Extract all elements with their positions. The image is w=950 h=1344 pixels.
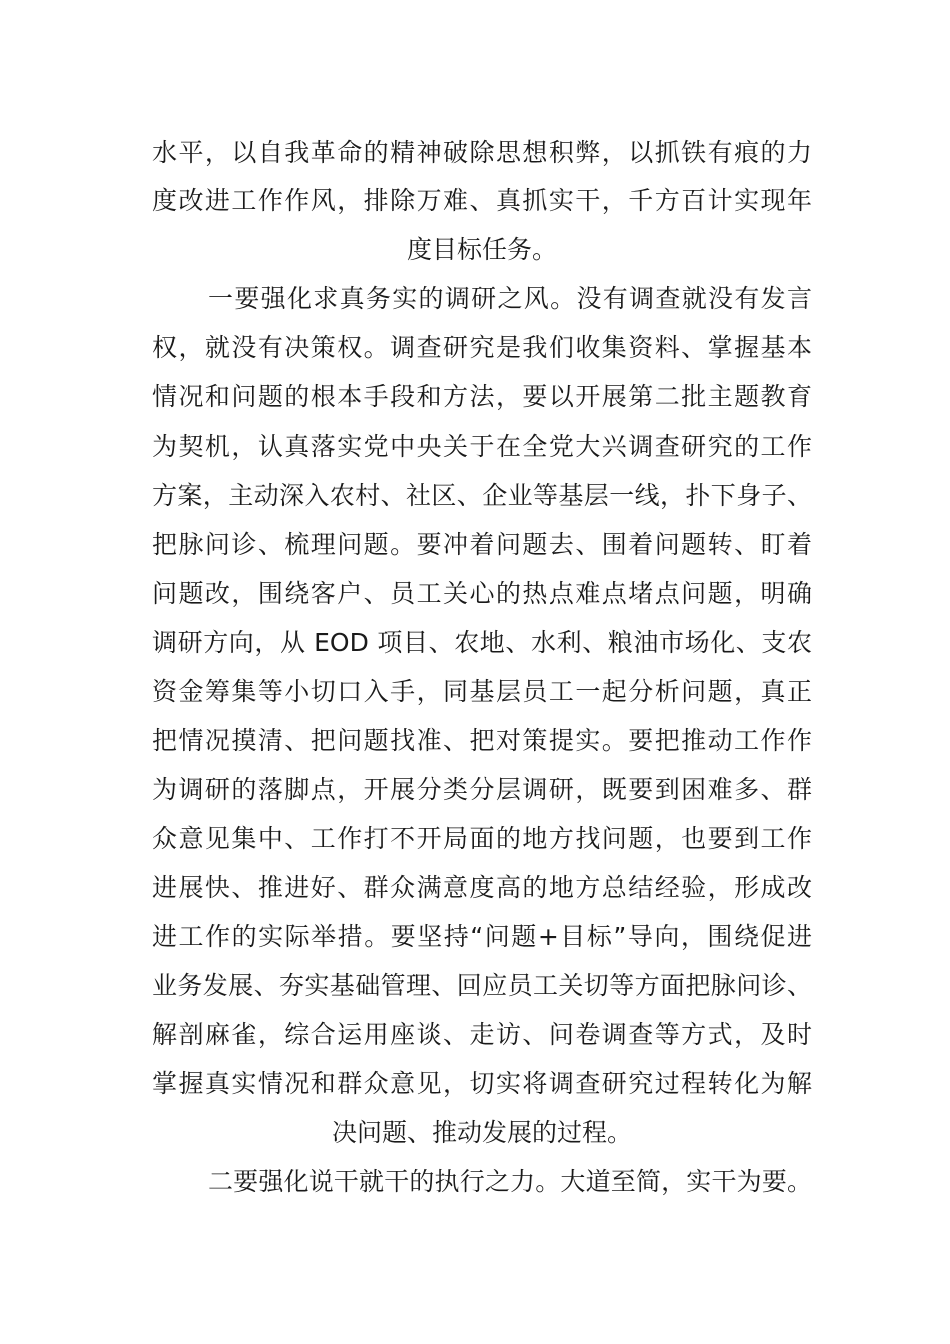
text-line: 进展快、推进好、群众满意度高的地方总结经验，形成改: [152, 873, 812, 902]
text-line: 为契机，认真落实党中央关于在全党大兴调查研究的工作: [152, 432, 812, 461]
text-line: 为调研的落脚点，开展分类分层调研，既要到困难多、群: [152, 775, 812, 804]
text-line: 调研方向，从 EOD 项目、农地、水利、粮油市场化、支农: [152, 628, 812, 657]
text-line: 业务发展、夯实基础管理、回应员工关切等方面把脉问诊、: [152, 971, 812, 1000]
text-line: 度改进工作作风，排除万难、真抓实干，千方百计实现年: [152, 186, 812, 215]
text-line: 方案，主动深入农村、社区、企业等基层一线，扑下身子、: [152, 481, 812, 510]
text-line: 把情况摸清、把问题找准、把对策提实。要把推动工作作: [152, 726, 812, 755]
text-line: 进工作的实际举措。要坚持“问题+目标”导向，围绕促进: [152, 922, 812, 951]
paragraph-first-line: 一要强化求真务实的调研之风。没有调查就没有发言: [208, 284, 812, 313]
text-line: 掌握真实情况和群众意见，切实将调查研究过程转化为解: [152, 1069, 812, 1098]
text-line: 情况和问题的根本手段和方法，要以开展第二批主题教育: [152, 382, 812, 411]
text-line: 度目标任务。: [406, 235, 557, 264]
text-line: 问题改，围绕客户、员工关心的热点难点堵点问题，明确: [152, 579, 812, 608]
text-line: 权，就没有决策权。调查研究是我们收集资料、掌握基本: [152, 333, 812, 362]
text-line: 资金筹集等小切口入手，同基层员工一起分析问题，真正: [152, 677, 812, 706]
text-line: 把脉问诊、梳理问题。要冲着问题去、围着问题转、盯着: [152, 530, 812, 559]
text-line: 解剖麻雀，综合运用座谈、走访、问卷调查等方式，及时: [152, 1020, 812, 1049]
text-line: 水平，以自我革命的精神破除思想积弊，以抓铁有痕的力: [152, 138, 812, 167]
text-line: 众意见集中、工作打不开局面的地方找问题，也要到工作: [152, 824, 812, 853]
paragraph-first-line: 二要强化说干就干的执行之力。大道至简，实干为要。: [208, 1167, 812, 1196]
text-line: 决问题、推动发展的过程。: [331, 1118, 632, 1147]
